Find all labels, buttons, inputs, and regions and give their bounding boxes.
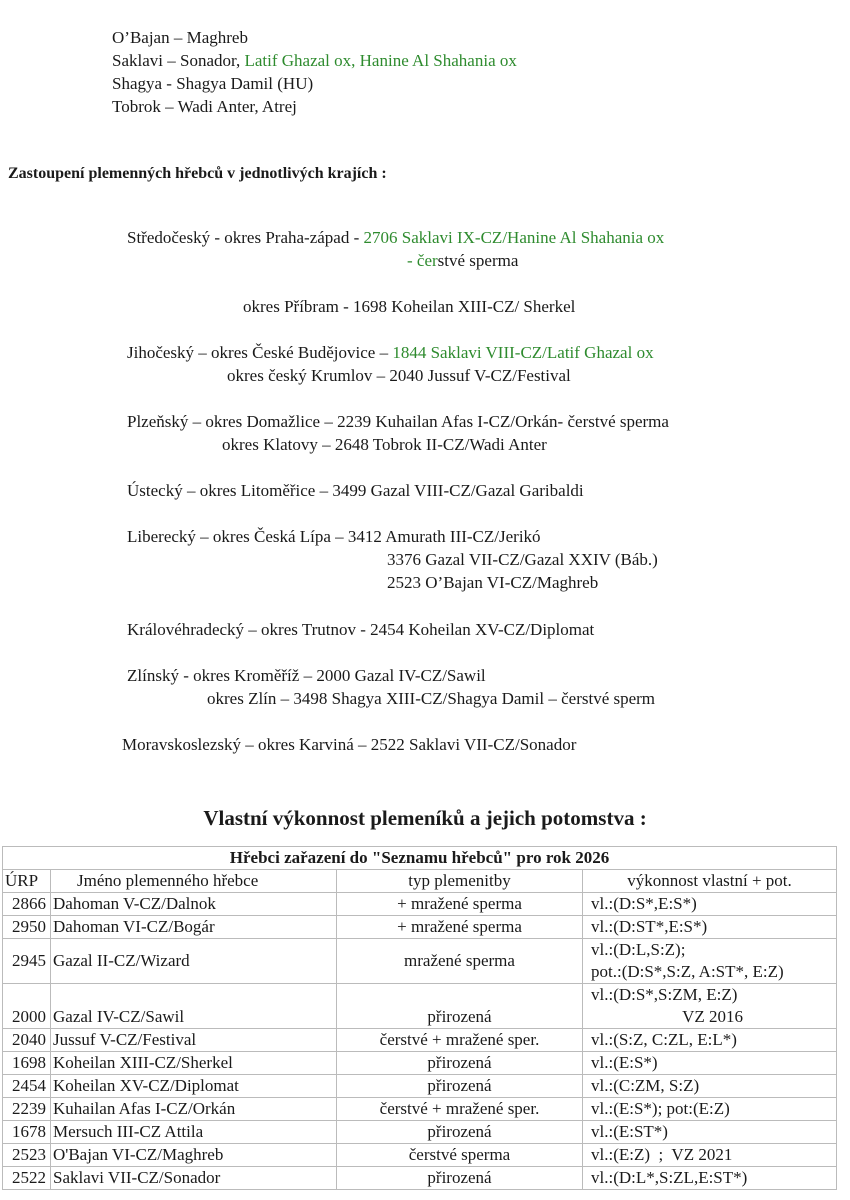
sire-names: Sonador,	[180, 51, 245, 70]
cell-perf: vl.:(D:L*,S:ZL,E:ST*)	[583, 1167, 837, 1190]
sire-breed: Saklavi –	[112, 51, 180, 70]
cell-urp: 2239	[3, 1098, 51, 1121]
column-header: ÚRP	[3, 870, 51, 893]
stallion-table	[2, 846, 837, 1190]
region-line: Liberecký – okres Česká Lípa – 3412 Amurath III-CZ/Jerikó	[127, 527, 541, 546]
column-header: typ plemenitby	[337, 870, 583, 893]
table-row	[3, 916, 837, 939]
sire-breed: O’Bajan –	[112, 28, 187, 47]
cell-perf: vl.:(E:S*); pot:(E:Z)	[583, 1098, 837, 1121]
cell-type: přirozená	[337, 1052, 583, 1075]
cell-urp: 2522	[3, 1167, 51, 1190]
sire-breed: Shagya -	[112, 74, 177, 93]
table-row	[3, 1075, 837, 1098]
perf-own: vl.:(D:S*,S:ZM, E:Z)	[591, 985, 738, 1004]
perf-own: vl.:(D:L,S:Z);	[591, 940, 686, 959]
region-text: Jihočeský – okres České Budějovice –	[127, 343, 393, 362]
sire-list	[112, 26, 517, 118]
cell-perf: vl.:(D:ST*,E:S*)	[583, 916, 837, 939]
performance-heading: Vlastní výkonnost plemeníků a jejich potomstva :	[203, 806, 647, 830]
sire-breed: Tobrok –	[112, 97, 178, 116]
table-caption-row	[3, 847, 837, 870]
cell-name: Kuhailan Afas I-CZ/Orkán	[51, 1098, 337, 1121]
region-line: Ústecký – okres Litoměřice – 3499 Gazal VIII-CZ/Gazal Garibaldi	[127, 481, 584, 500]
cell-urp: 2523	[3, 1144, 51, 1167]
cell-urp: 2000	[3, 984, 51, 1029]
region-line: Moravskoslezský – okres Karviná – 2522 Saklavi VII-CZ/Sonador	[122, 735, 577, 754]
region-line: okres český Krumlov – 2040 Jussuf V-CZ/Festival	[227, 366, 571, 385]
table-row	[3, 1052, 837, 1075]
table-row	[3, 1098, 837, 1121]
region-text: stvé sperma	[437, 251, 519, 270]
cell-name: Dahoman V-CZ/Dalnok	[51, 893, 337, 916]
table-row	[3, 1144, 837, 1167]
sire-line	[112, 49, 517, 72]
cell-type: přirozená	[337, 1075, 583, 1098]
region-stallion-imported: - čer	[407, 251, 438, 270]
table-row	[3, 1167, 837, 1190]
table-row	[3, 939, 837, 984]
cell-name: Gazal IV-CZ/Sawil	[51, 984, 337, 1029]
cell-urp: 2454	[3, 1075, 51, 1098]
cell-perf: vl.:(C:ZM, S:Z)	[583, 1075, 837, 1098]
table-row	[3, 1029, 837, 1052]
cell-name: Dahoman VI-CZ/Bogár	[51, 916, 337, 939]
column-header: výkonnost vlastní + pot.	[583, 870, 837, 893]
region-line	[407, 249, 518, 272]
cell-urp: 2866	[3, 893, 51, 916]
region-line: 2523 O’Bajan VI-CZ/Maghreb	[387, 573, 599, 592]
perf-note: VZ 2016	[682, 1007, 743, 1026]
sire-line	[112, 95, 517, 118]
cell-type: čerstvé sperma	[337, 1144, 583, 1167]
region-text: Středočeský - okres Praha-západ -	[127, 228, 364, 247]
region-line	[127, 226, 664, 249]
cell-type: + mražené sperma	[337, 893, 583, 916]
cell-name: Mersuch III-CZ Attila	[51, 1121, 337, 1144]
cell-perf: vl.:(S:Z, C:ZL, E:L*)	[583, 1029, 837, 1052]
region-line: okres Příbram - 1698 Koheilan XIII-CZ/ Sherkel	[243, 297, 576, 316]
region-stallion-imported: 1844 Saklavi VIII-CZ/Latif Ghazal ox	[392, 343, 654, 362]
cell-perf: vl.:(E:S*)	[583, 1052, 837, 1075]
sire-names: Shagya Damil (HU)	[176, 74, 314, 93]
cell-urp: 1698	[3, 1052, 51, 1075]
column-header: Jméno plemenného hřebce	[51, 870, 337, 893]
regions-heading: Zastoupení plemenných hřebců v jednotlivých krajích :	[8, 165, 387, 182]
cell-urp: 2040	[3, 1029, 51, 1052]
region-line: okres Zlín – 3498 Shagya XIII-CZ/Shagya Damil – čerstvé sperm	[207, 689, 656, 708]
cell-type: přirozená	[337, 1121, 583, 1144]
region-line: Plzeňský – okres Domažlice – 2239 Kuhailan Afas I-CZ/Orkán- čerstvé sperma	[127, 412, 669, 431]
cell-urp: 1678	[3, 1121, 51, 1144]
sire-line	[112, 72, 517, 95]
region-line: Zlínský - okres Kroměříž – 2000 Gazal IV-CZ/Sawil	[127, 666, 486, 685]
cell-name: Jussuf V-CZ/Festival	[51, 1029, 337, 1052]
sire-line	[112, 26, 517, 49]
cell-type: mražené sperma	[337, 939, 583, 984]
sire-names: Wadi Anter, Atrej	[177, 97, 297, 116]
cell-urp: 2950	[3, 916, 51, 939]
region-line	[127, 341, 654, 364]
table-row	[3, 893, 837, 916]
cell-perf	[583, 984, 837, 1029]
table-row	[3, 984, 837, 1029]
table-header-row	[3, 870, 837, 893]
sire-names-imported: Latif Ghazal ox, Hanine Al Shahania ox	[244, 51, 517, 70]
region-stallion-imported: 2706 Saklavi IX-CZ/Hanine Al Shahania ox	[363, 228, 665, 247]
cell-name: Saklavi VII-CZ/Sonador	[51, 1167, 337, 1190]
region-line: 3376 Gazal VII-CZ/Gazal XXIV (Báb.)	[387, 550, 658, 569]
table-caption: Hřebci zařazení do "Seznamu hřebců" pro rok 2026	[3, 847, 837, 870]
sire-names: Maghreb	[186, 28, 248, 47]
region-line: okres Klatovy – 2648 Tobrok II-CZ/Wadi Anter	[222, 435, 547, 454]
cell-type: čerstvé + mražené sper.	[337, 1098, 583, 1121]
cell-urp: 2945	[3, 939, 51, 984]
cell-name: Koheilan XIII-CZ/Sherkel	[51, 1052, 337, 1075]
cell-type: přirozená	[337, 984, 583, 1029]
cell-perf	[583, 939, 837, 984]
cell-type: + mražené sperma	[337, 916, 583, 939]
region-line: Královéhradecký – okres Trutnov - 2454 Koheilan XV-CZ/Diplomat	[127, 620, 595, 639]
cell-perf: vl.:(E:Z) ; VZ 2021	[583, 1144, 837, 1167]
table-row	[3, 1121, 837, 1144]
cell-name: Gazal II-CZ/Wizard	[51, 939, 337, 984]
cell-type: čerstvé + mražené sper.	[337, 1029, 583, 1052]
cell-type: přirozená	[337, 1167, 583, 1190]
perf-offspring: pot.:(D:S*,S:Z, A:ST*, E:Z)	[591, 962, 784, 981]
cell-perf: vl.:(E:ST*)	[583, 1121, 837, 1144]
cell-name: O'Bajan VI-CZ/Maghreb	[51, 1144, 337, 1167]
cell-name: Koheilan XV-CZ/Diplomat	[51, 1075, 337, 1098]
cell-perf: vl.:(D:S*,E:S*)	[583, 893, 837, 916]
